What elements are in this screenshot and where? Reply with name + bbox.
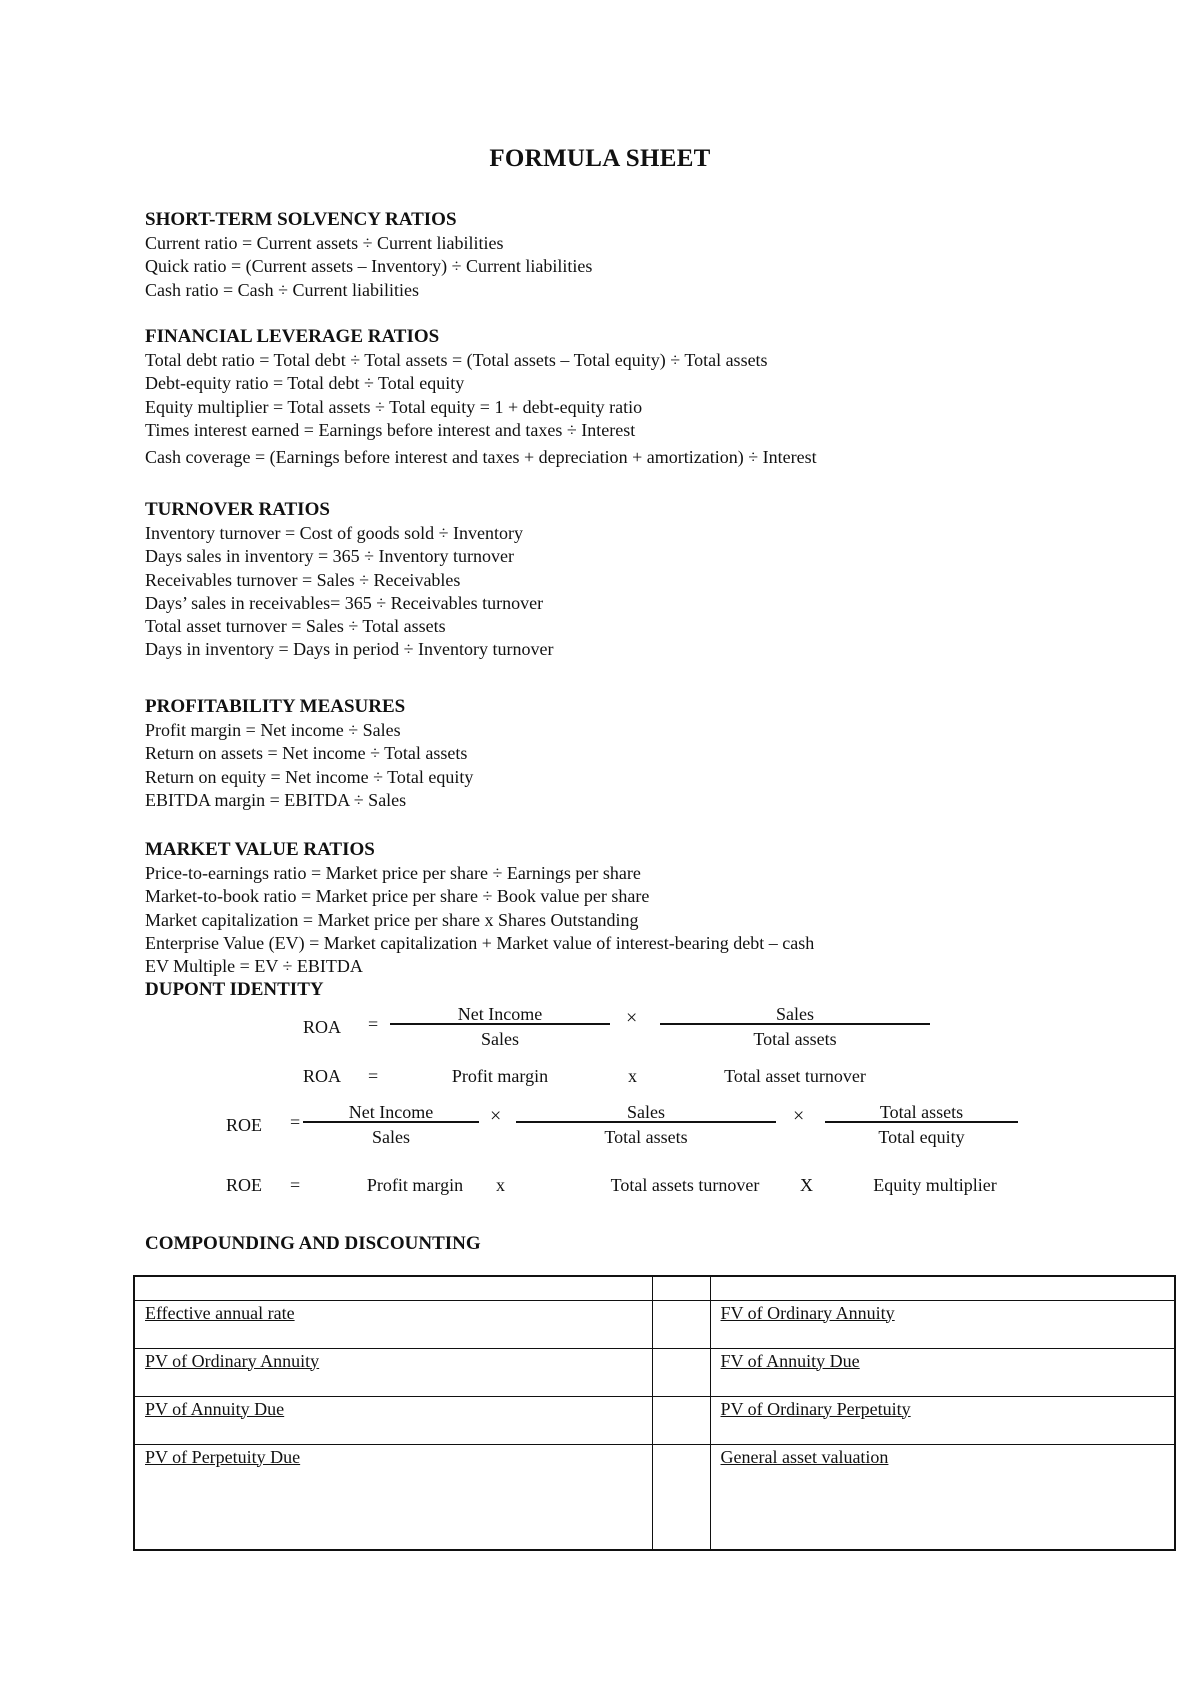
- financial-leverage-section: [145, 325, 1125, 469]
- table-cell: FV of Annuity Due: [710, 1348, 1175, 1396]
- roa-label: ROA: [303, 1066, 342, 1086]
- table-row: [134, 1396, 1175, 1444]
- formula-line: Market capitalization = Market price per share x Shares Outstanding: [145, 909, 639, 930]
- roa-label: ROA: [303, 1017, 342, 1037]
- table-row: [134, 1276, 1175, 1300]
- formula-line: Debt-equity ratio = Total debt ÷ Total equity: [145, 373, 465, 394]
- section-heading: FINANCIAL LEVERAGE RATIOS: [145, 326, 440, 347]
- formula-line: Times interest earned = Earnings before interest and taxes ÷ Interest: [145, 419, 636, 440]
- times-sign: ×: [490, 1105, 502, 1127]
- equals-sign: =: [290, 1112, 301, 1132]
- formula-line: Price-to-earnings ratio = Market price per share ÷ Earnings per share: [145, 863, 641, 883]
- table-cell: PV of Perpetuity Due: [134, 1444, 652, 1550]
- formula-line: Return on assets = Net income ÷ Total assets: [145, 743, 468, 764]
- equals-sign: =: [368, 1066, 379, 1086]
- formula-line: Enterprise Value (EV) = Market capitalization + Market value of interest-bearing debt – cash: [145, 932, 815, 953]
- table-cell: FV of Ordinary Annuity: [710, 1300, 1175, 1348]
- times-sign: ×: [793, 1105, 805, 1127]
- page-title: FORMULA SHEET: [489, 145, 711, 172]
- equals-sign: =: [290, 1175, 301, 1195]
- roe-label: ROE: [226, 1175, 262, 1195]
- times-sign: ×: [626, 1007, 638, 1029]
- multiply-x: X: [800, 1175, 813, 1195]
- formula-line: Market-to-book ratio = Market price per share ÷ Book value per share: [145, 886, 650, 907]
- table-cell: [652, 1396, 710, 1444]
- formula-line: Days sales in inventory = 365 ÷ Inventory turnover: [145, 546, 514, 567]
- fraction-bar: [303, 1121, 479, 1123]
- market-value-section: [145, 838, 1125, 978]
- formula-line: Cash coverage = (Earnings before interest and taxes + depreciation + amortization) ÷ Interest: [145, 447, 817, 468]
- formula-line: Days’ sales in receivables= 365 ÷ Receivables turnover: [145, 592, 544, 613]
- formula-line: EBITDA margin = EBITDA ÷ Sales: [145, 789, 407, 810]
- roe-frac2-denominator: Total assets: [604, 1127, 688, 1147]
- compounding-section: [145, 1232, 1125, 1256]
- compounding-table: [133, 1275, 1176, 1551]
- table-cell: [652, 1348, 710, 1396]
- roe-frac3-numerator: Total assets: [879, 1102, 964, 1122]
- table-cell: [134, 1276, 652, 1300]
- turnover-section: [145, 498, 1125, 662]
- roe-frac3-denominator: Total equity: [878, 1127, 965, 1147]
- roe-term-equity-multiplier: Equity multiplier: [873, 1175, 997, 1195]
- table-cell: [652, 1444, 710, 1550]
- roa-frac2-denominator: Total assets: [753, 1029, 837, 1049]
- roa-term-profit-margin: Profit margin: [451, 1066, 549, 1086]
- table-cell: PV of Ordinary Annuity: [134, 1348, 652, 1396]
- formula-line: Return on equity = Net income ÷ Total equity: [145, 766, 474, 787]
- section-heading: COMPOUNDING AND DISCOUNTING: [145, 1233, 481, 1254]
- roe-frac1-numerator: Net Income: [348, 1102, 434, 1122]
- roa-term-total-asset-turnover: Total asset turnover: [724, 1066, 866, 1086]
- formula-line: Receivables turnover = Sales ÷ Receivables: [145, 569, 461, 590]
- formula-line: Total debt ratio = Total debt ÷ Total assets = (Total assets – Total equity) ÷ Total assets: [145, 350, 768, 370]
- table-cell: General asset valuation: [710, 1444, 1175, 1550]
- formula-line: Quick ratio = (Current assets – Inventory) ÷ Current liabilities: [145, 256, 593, 277]
- fraction-bar: [516, 1121, 776, 1123]
- roa-frac1-numerator: Net Income: [457, 1004, 543, 1024]
- table-cell: Effective annual rate: [134, 1300, 652, 1348]
- formula-line: Inventory turnover = Cost of goods sold ÷ Inventory: [145, 523, 523, 543]
- formula-line: EV Multiple = EV ÷ EBITDA: [145, 956, 363, 977]
- formula-line: Days in inventory = Days in period ÷ Inventory turnover: [145, 639, 554, 660]
- formula-line: Total asset turnover = Sales ÷ Total assets: [145, 616, 446, 637]
- table-cell: PV of Ordinary Perpetuity: [710, 1396, 1175, 1444]
- table-row: [134, 1348, 1175, 1396]
- fraction-bar: [390, 1023, 610, 1025]
- section-heading: TURNOVER RATIOS: [145, 499, 330, 520]
- table-cell: PV of Annuity Due: [134, 1396, 652, 1444]
- short-term-solvency-section: [145, 208, 1125, 302]
- roa-frac1-denominator: Sales: [481, 1029, 519, 1049]
- roe-frac1-denominator: Sales: [372, 1127, 410, 1147]
- table-row: [134, 1444, 1175, 1550]
- formula-line: Profit margin = Net income ÷ Sales: [145, 720, 401, 740]
- dupont-section: [145, 978, 1125, 1002]
- roa-frac2-numerator: Sales: [776, 1004, 814, 1024]
- roe-term-total-assets-turnover: Total assets turnover: [610, 1175, 760, 1195]
- section-heading: DUPONT IDENTITY: [145, 979, 324, 1000]
- formula-line: Cash ratio = Cash ÷ Current liabilities: [145, 279, 419, 300]
- roe-label: ROE: [226, 1115, 262, 1135]
- section-heading: PROFITABILITY MEASURES: [145, 696, 406, 717]
- section-heading: MARKET VALUE RATIOS: [145, 839, 375, 860]
- formula-line: Equity multiplier = Total assets ÷ Total equity = 1 + debt-equity ratio: [145, 396, 643, 417]
- multiply-x: x: [628, 1066, 637, 1086]
- equals-sign: =: [368, 1014, 379, 1034]
- multiply-x: x: [496, 1175, 505, 1195]
- formula-line: Current ratio = Current assets ÷ Current liabilities: [145, 233, 504, 253]
- fraction-bar: [660, 1023, 930, 1025]
- roe-frac2-numerator: Sales: [627, 1102, 665, 1122]
- roe-term-profit-margin: Profit margin: [366, 1175, 464, 1195]
- profitability-section: [145, 695, 1125, 812]
- section-heading: SHORT-TERM SOLVENCY RATIOS: [145, 209, 457, 230]
- table-cell: [710, 1276, 1175, 1300]
- table-row: [134, 1300, 1175, 1348]
- table-cell: [652, 1300, 710, 1348]
- fraction-bar: [825, 1121, 1018, 1123]
- table-cell: [652, 1276, 710, 1300]
